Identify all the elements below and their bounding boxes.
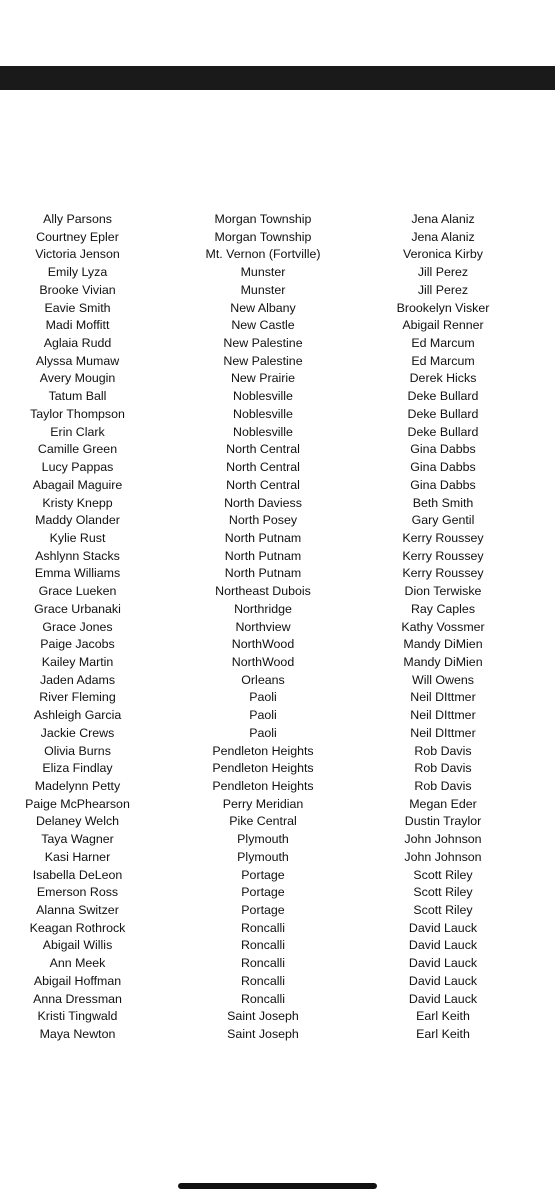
school-name: Portage: [241, 867, 285, 882]
roster-row: [0, 796, 555, 814]
athlete-name: Abagail Maguire: [32, 477, 123, 492]
school-name: Northview: [235, 619, 291, 634]
coach-name: Rob Davis: [414, 743, 472, 758]
coach-name: Kerry Roussey: [402, 548, 484, 563]
school-name: Pike Central: [229, 814, 297, 829]
school-name: Pendleton Heights: [212, 743, 314, 758]
coach-name: John Johnson: [404, 832, 482, 847]
athlete-name: Taylor Thompson: [30, 406, 125, 421]
school-name: NorthWood: [231, 637, 295, 652]
roster-row: [0, 335, 555, 353]
roster-row: [0, 973, 555, 991]
school-name: North Putnam: [224, 548, 302, 563]
coach-name: Deke Bullard: [407, 406, 479, 421]
athlete-name: Jaden Adams: [39, 672, 116, 687]
school-name: NorthWood: [231, 654, 295, 669]
athlete-name: Jackie Crews: [40, 725, 115, 740]
roster-row: [0, 884, 555, 902]
school-name: Mt. Vernon (Fortville): [205, 247, 321, 262]
coach-name: Gary Gentil: [411, 513, 475, 528]
coach-name: Deke Bullard: [407, 389, 479, 404]
coach-name: Gina Dabbs: [410, 442, 476, 457]
athlete-name: Erin Clark: [50, 424, 105, 439]
coach-name: Brookelyn Visker: [396, 300, 490, 315]
athlete-name: Grace Jones: [42, 619, 113, 634]
coach-name: Ed Marcum: [411, 336, 475, 351]
roster-row: [0, 743, 555, 761]
school-name: Saint Joseph: [227, 1027, 299, 1042]
roster-row: [0, 636, 555, 654]
school-name: New Palestine: [223, 336, 303, 351]
athlete-name: Anna Dressman: [33, 991, 122, 1006]
athlete-name: Keagan Rothrock: [29, 920, 126, 935]
coach-name: Scott Riley: [413, 885, 473, 900]
coach-name: John Johnson: [404, 849, 482, 864]
school-name: Noblesville: [233, 406, 293, 421]
coach-name: Jena Alaniz: [411, 212, 475, 226]
coach-name: Neil DIttmer: [410, 725, 476, 740]
school-name: North Daviess: [224, 495, 302, 510]
coach-name: Kerry Roussey: [402, 566, 484, 581]
roster-row: [0, 672, 555, 690]
coach-name: Mandy DiMien: [403, 654, 483, 669]
school-name: Noblesville: [233, 389, 293, 404]
athlete-name: Brooke Vivian: [39, 282, 116, 297]
school-name: Northeast Dubois: [215, 584, 311, 599]
roster-row: [0, 1026, 555, 1044]
school-name: North Posey: [228, 513, 298, 528]
roster-row: [0, 264, 555, 282]
athlete-name: Kailey Martin: [41, 654, 114, 669]
coach-name: Jill Perez: [417, 265, 469, 280]
roster-row: [0, 459, 555, 477]
athlete-name: Victoria Jenson: [35, 247, 120, 262]
athlete-name: Lucy Pappas: [41, 460, 114, 475]
coach-name: Megan Eder: [409, 796, 477, 811]
roster-row: [0, 583, 555, 601]
school-name: North Central: [226, 477, 300, 492]
coach-name: Neil DIttmer: [410, 690, 476, 705]
coach-name: David Lauck: [408, 920, 478, 935]
coach-name: David Lauck: [408, 973, 478, 988]
roster-row: [0, 353, 555, 371]
athlete-name: Madi Moffitt: [45, 318, 110, 333]
school-name: Pendleton Heights: [212, 779, 314, 793]
coach-name: Neil DIttmer: [410, 708, 476, 723]
roster-row: [0, 601, 555, 619]
school-name: North Putnam: [224, 530, 302, 545]
coach-name: Veronica Kirby: [403, 247, 483, 262]
athlete-name: Grace Urbanaki: [34, 601, 121, 616]
coach-name: Dustin Traylor: [404, 814, 482, 829]
coach-name: Gina Dabbs: [410, 477, 476, 492]
athlete-name: Paige Jacobs: [40, 637, 115, 652]
school-name: New Prairie: [230, 371, 296, 386]
roster-row: [0, 211, 555, 229]
roster-row: [0, 424, 555, 442]
home-indicator[interactable]: [178, 1183, 377, 1189]
roster-row: [0, 477, 555, 495]
roster-row: [0, 654, 555, 672]
school-name: Roncalli: [240, 920, 286, 935]
school-name: Saint Joseph: [227, 1009, 299, 1024]
athlete-name: Kylie Rust: [49, 530, 106, 545]
roster-row: [0, 388, 555, 406]
roster-row: [0, 937, 555, 955]
school-name: Portage: [241, 885, 285, 900]
roster-row: [0, 565, 555, 583]
roster-row: [0, 317, 555, 335]
roster-row: [0, 991, 555, 1009]
athlete-name: Alanna Switzer: [36, 903, 119, 918]
athlete-name: Aglaia Rudd: [43, 336, 112, 351]
athlete-name: Ann Meek: [49, 956, 106, 971]
roster-row: [0, 512, 555, 530]
athlete-name: Olivia Burns: [44, 743, 111, 758]
coach-name: Gina Dabbs: [410, 460, 476, 475]
athlete-name: Maddy Olander: [35, 513, 120, 528]
roster-row: [0, 1008, 555, 1026]
school-name: Roncalli: [240, 956, 286, 971]
school-name: Pendleton Heights: [212, 761, 314, 776]
school-name: Morgan Township: [214, 229, 312, 244]
coach-name: Rob Davis: [414, 761, 472, 776]
athlete-name: Ally Parsons: [43, 212, 112, 226]
roster-row: [0, 867, 555, 885]
school-name: Roncalli: [240, 973, 286, 988]
roster-row: [0, 707, 555, 725]
school-name: Roncalli: [240, 938, 286, 953]
coach-name: Will Owens: [412, 672, 474, 687]
coach-name: Jill Perez: [417, 282, 469, 297]
roster-row: [0, 725, 555, 743]
roster-row: [0, 849, 555, 867]
school-name: Morgan Township: [214, 212, 312, 226]
athlete-name: Kasi Harner: [44, 849, 111, 864]
athlete-name: Taya Wagner: [41, 832, 114, 847]
school-name: North Central: [226, 442, 300, 457]
roster-row: [0, 530, 555, 548]
header-bar: [0, 66, 555, 90]
athlete-name: Eavie Smith: [44, 300, 111, 315]
athlete-name: Alyssa Mumaw: [35, 353, 120, 368]
athlete-name: Ashlynn Stacks: [35, 548, 120, 563]
athlete-name: Camille Green: [37, 442, 118, 457]
roster-row: [0, 813, 555, 831]
roster-row: [0, 955, 555, 973]
athlete-name: Abigail Hoffman: [33, 973, 122, 988]
athlete-name: Tatum Ball: [48, 389, 107, 404]
coach-name: Derek Hicks: [409, 371, 477, 386]
school-name: North Central: [226, 460, 300, 475]
school-name: Noblesville: [233, 424, 293, 439]
athlete-name: Emerson Ross: [36, 885, 119, 900]
roster-row: [0, 689, 555, 707]
roster-row: [0, 300, 555, 318]
school-name: Paoli: [249, 708, 277, 723]
athlete-name: Ashleigh Garcia: [33, 708, 122, 723]
school-name: North Putnam: [224, 566, 302, 581]
coach-name: Kerry Roussey: [402, 530, 484, 545]
roster-row: [0, 902, 555, 920]
coach-name: Mandy DiMien: [403, 637, 483, 652]
coach-name: Scott Riley: [413, 903, 473, 918]
roster-row: [0, 406, 555, 424]
coach-name: Kathy Vossmer: [401, 619, 485, 634]
athlete-name: Avery Mougin: [39, 371, 116, 386]
coach-name: Deke Bullard: [407, 424, 479, 439]
school-name: Roncalli: [240, 991, 286, 1006]
coach-name: Rob Davis: [414, 779, 472, 793]
school-name: Northridge: [234, 601, 292, 616]
athlete-name: Courtney Epler: [36, 229, 119, 244]
school-name: Plymouth: [237, 832, 289, 847]
coach-name: Earl Keith: [416, 1027, 470, 1042]
coach-name: Scott Riley: [413, 867, 473, 882]
athlete-name: Maya Newton: [39, 1027, 116, 1042]
athlete-name: Paige McPhearson: [25, 796, 130, 811]
athlete-name: Kristy Knepp: [42, 495, 113, 510]
athlete-name: Madelynn Petty: [34, 779, 121, 793]
roster-row: [0, 778, 555, 796]
roster-row: [0, 920, 555, 938]
coach-name: David Lauck: [408, 938, 478, 953]
athlete-name: Grace Lueken: [38, 584, 117, 599]
school-name: Munster: [240, 265, 286, 280]
school-name: New Palestine: [223, 353, 303, 368]
roster-row: [0, 229, 555, 247]
roster-row: [0, 619, 555, 637]
school-name: Portage: [241, 903, 285, 918]
roster-row: [0, 548, 555, 566]
coach-name: Ray Caples: [410, 601, 476, 616]
coach-name: Dion Terwiske: [404, 584, 482, 599]
school-name: New Castle: [231, 318, 295, 333]
roster-row: [0, 370, 555, 388]
coach-name: Abigail Renner: [402, 318, 484, 333]
athlete-name: Kristi Tingwald: [37, 1009, 118, 1024]
school-name: Munster: [240, 282, 286, 297]
coach-name: Jena Alaniz: [411, 229, 475, 244]
athlete-name: Isabella DeLeon: [32, 867, 123, 882]
school-name: Paoli: [249, 725, 277, 740]
coach-name: Earl Keith: [416, 1009, 470, 1024]
athlete-name: Emily Lyza: [47, 265, 108, 280]
roster-row: [0, 441, 555, 459]
school-name: New Albany: [230, 300, 296, 315]
athlete-name: Emma Williams: [34, 566, 121, 581]
roster-row: [0, 282, 555, 300]
athlete-name: Abigail Willis: [42, 938, 113, 953]
athlete-name: Eliza Findlay: [42, 761, 113, 776]
coach-name: Beth Smith: [412, 495, 474, 510]
school-name: Perry Meridian: [222, 796, 304, 811]
school-name: Plymouth: [237, 849, 289, 864]
roster-row: [0, 760, 555, 778]
coach-name: Ed Marcum: [411, 353, 475, 368]
roster-row: [0, 246, 555, 264]
roster-list: [0, 211, 555, 1044]
roster-row: [0, 831, 555, 849]
athlete-name: Delaney Welch: [35, 814, 120, 829]
school-name: Orleans: [241, 672, 285, 687]
school-name: Paoli: [249, 690, 277, 705]
roster-row: [0, 495, 555, 513]
coach-name: David Lauck: [408, 991, 478, 1006]
coach-name: David Lauck: [408, 956, 478, 971]
athlete-name: River Fleming: [39, 690, 116, 705]
